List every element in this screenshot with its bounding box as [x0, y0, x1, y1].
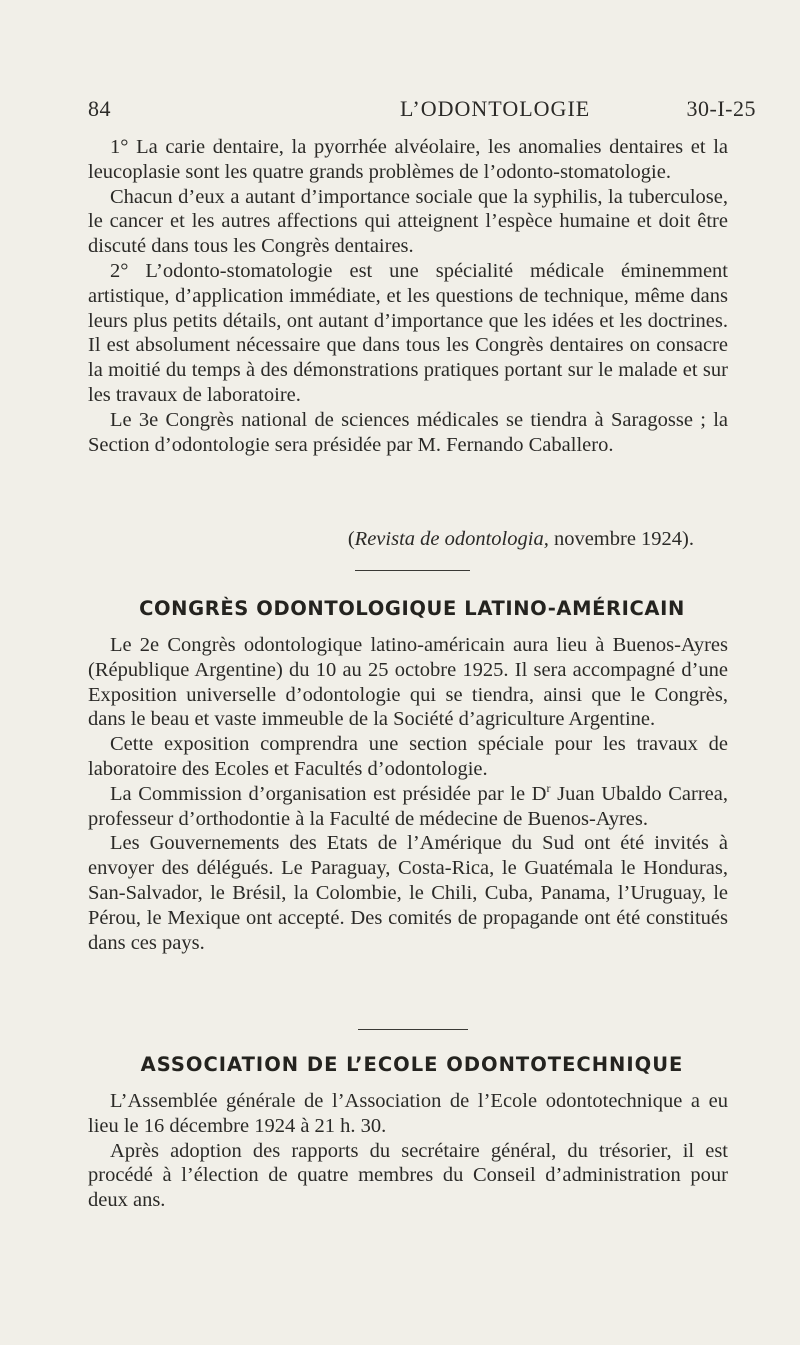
section-heading: ASSOCIATION DE L’ECOLE ODONTOTECHNIQUE: [140, 1053, 684, 1076]
running-head: [88, 96, 756, 126]
paragraph: L’Assemblée générale de l’Association de l’Ecole odontotechnique a eu lieu le 16 décembre 1924 à 21 h. 30.: [88, 1090, 728, 1137]
citation-open: (: [347, 528, 355, 550]
paragraph-part: Juan Ubaldo Carrea, professeur d’orthodontie à la Faculté de médecine de Buenos-Ayres.: [88, 782, 729, 830]
paragraph: Le 2e Congrès odontologique latino-américain aura lieu à Buenos-Ayres (République Argentine) du 10 au 25 octobre 1925. Il sera accompagné d’une Exposition universelle d’odontologie qui se tiendra, ainsi que le Congrès, dans le beau et vaste immeuble de la Société d’agriculture Argentine.: [88, 634, 728, 731]
paragraph: 2° L’odonto-stomatologie est une spécialité médicale éminemment artistique, d’application immédiate, et les questions de technique, même dans leurs plus petits détails, ont autant d’importance que les idées et les doctrines. Il est absolument nécessaire que dans tous les Congrès dentaires on consacre la moitié du temps à des démonstrations pratiques portant sur le malade et sur les travaux de laboratoire.: [88, 259, 728, 406]
section-divider: [358, 1029, 468, 1030]
citation-source: Revista de odontologia,: [354, 528, 549, 550]
paragraph: Cette exposition comprendra une section spéciale pour les travaux de laboratoire des Ecoles et Facultés d’odontologie.: [88, 733, 728, 780]
paragraph: Chacun d’eux a autant d’importance sociale que la syphilis, la tuberculose, le cancer et les autres affections qui atteignent l’espèce humaine et doit être discuté dans tous les Congrès dentaires.: [88, 185, 728, 258]
paragraph: 1° La carie dentaire, la pyorrhée alvéolaire, les anomalies dentaires et la leucoplasie sont les quatre grands problèmes de l’odonto-stomatologie.: [88, 136, 728, 183]
paragraph: [88, 782, 728, 832]
citation-rest: novembre 1924).: [548, 528, 694, 550]
paragraph: Après adoption des rapports du secrétaire général, du trésorier, il est procédé à l’élection de quatre membres du Conseil d’administration pour deux ans.: [88, 1139, 728, 1212]
page-number: 84: [88, 96, 111, 121]
section-congress-resolutions: [88, 135, 728, 457]
section-school-association: [88, 1089, 728, 1213]
section-divider: [355, 570, 470, 571]
paragraph-part: La Commission d’organisation est présidée par le D: [110, 782, 547, 805]
journal-title: L’ODONTOLOGIE: [400, 96, 591, 121]
issue-date: 30-I-25: [686, 96, 756, 121]
section-latin-american-congress: [88, 633, 728, 955]
superscript: r: [546, 780, 551, 795]
paragraph: Les Gouvernements des Etats de l’Amérique du Sud ont été invités à envoyer des délégués. Le Paraguay, Costa-Rica, le Guatémala le Honduras, San-Salvador, le Brésil, la Colombie, le Chili, Cuba, Panama, l’Uruguay, le Pérou, le Mexique ont accepté. Des comités de propagande ont été constitués dans ces pays.: [88, 832, 728, 954]
source-citation: [88, 528, 694, 551]
paragraph: Le 3e Congrès national de sciences médicales se tiendra à Saragosse ; la Section d’odontologie sera présidée par M. Fernando Caballero.: [88, 408, 728, 456]
section-heading: CONGRÈS ODONTOLOGIQUE LATINO-AMÉRICAIN: [139, 597, 685, 620]
